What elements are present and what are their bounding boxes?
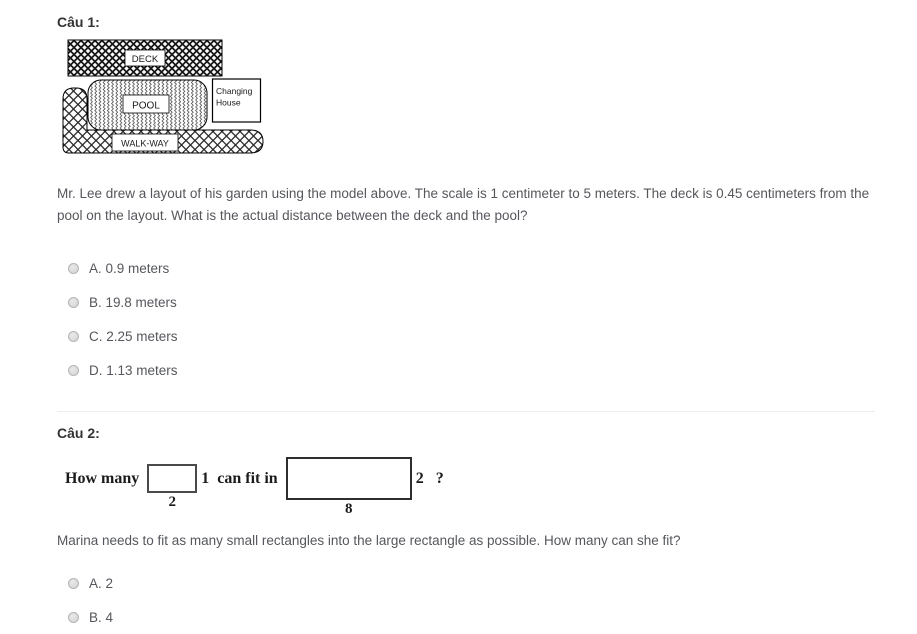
q1-option-a-radio[interactable] [68,263,79,274]
q1-option-b-radio[interactable] [68,297,79,308]
q2-option-b-label[interactable]: B. 4 [89,609,114,625]
q2-option-b[interactable] [57,600,877,634]
q1-option-d-radio[interactable] [68,365,79,376]
question-2-options [57,566,877,634]
fit-question-diagram [65,457,877,517]
garden-layout-diagram [60,37,877,166]
question-mark-text: ? [435,469,444,487]
q1-option-d[interactable] [57,353,877,387]
pool-label: POOL [132,100,160,112]
q1-option-c[interactable] [57,319,877,353]
small-rectangle-width-label: 2 [168,494,176,510]
q1-option-b-label[interactable]: B. 19.8 meters [89,294,177,310]
q1-option-c-label[interactable]: C. 2.25 meters [89,328,178,344]
large-rectangle [286,457,412,500]
small-rectangle-wrap [147,464,197,510]
small-rectangle [147,464,197,493]
small-rectangle-height-label: 1 [201,469,210,487]
q1-option-b[interactable] [57,285,877,319]
deck-label: DECK [131,54,159,65]
q2-option-a-radio[interactable] [68,578,79,589]
large-rectangle-height-label: 2 [415,469,424,487]
q1-option-a-label[interactable]: A. 0.9 meters [89,260,170,276]
garden-layout-svg [60,37,272,161]
fit-prefix-text: How many [65,469,140,487]
large-rectangle-wrap [286,457,412,517]
question-2-label: Câu 2: [57,425,100,441]
changing-house-label-line2: House [216,97,241,108]
walkway-label: WALK-WAY [121,138,169,149]
q2-option-a[interactable] [57,566,877,600]
q2-option-a-label[interactable]: A. 2 [89,575,114,591]
question-1-options [57,251,877,387]
changing-house-label-line1: Changing [216,86,253,96]
question-1-text: Mr. Lee drew a layout of his garden using the model above. The scale is 1 centimeter to 5 meters. The deck is 0.45 centimeters from the pool on the layout. What is the actual distance between the deck and the pool? [57,186,870,223]
q1-option-d-label[interactable]: D. 1.13 meters [89,362,178,378]
question-divider [57,411,875,412]
question-1-label: Câu 1: [57,14,100,30]
q1-option-a[interactable] [57,251,877,285]
large-rectangle-width-label: 8 [344,501,353,517]
fit-connector-text: can fit in [217,469,278,487]
question-2-text: Marina needs to fit as many small rectangles into the large rectangle as possible. How many can she fit? [57,533,681,548]
q1-option-c-radio[interactable] [68,331,79,342]
